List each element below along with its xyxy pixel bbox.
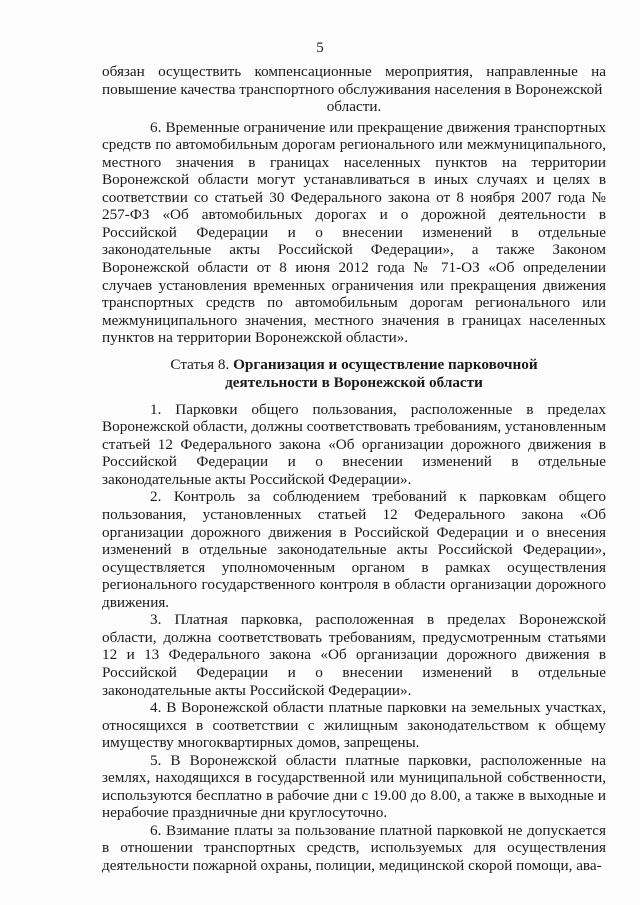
article-title-line-2: деятельности в Воронежской области <box>225 374 483 392</box>
page-number: 5 <box>316 40 324 56</box>
paragraph-item-6: 6. Взимание платы за пользование платной парковкой не допускается в отношении транспортных средств, используемых для осуществления деятельности пожарной охраны, полиции, медицинской скорой помощи, ава- <box>102 821 606 874</box>
intro-tail: области. <box>326 98 382 116</box>
article-number: Статья 8. <box>170 355 230 373</box>
article-title-line-1: Организация и осуществление парковочной <box>233 355 538 373</box>
paragraph-item-5: 5. В Воронежской области платные парковки, расположенные на землях, находящихся в государственной или муниципальной собственности, используются бесплатно в рабочие дни с 19.00 до 8.00, а также в выходные и нерабочие праздничные дни круглосуточно. <box>102 751 606 822</box>
paragraph-item-1: 1. Парковки общего пользования, расположенные в пределах Воронежской области, должны соответствовать требованиям, установленным статьей 12 Федерального закона «Об организации дорожного движения в Российской Федерации и о внесении изменений в отдельные законодательные акты Российской Федерации». <box>102 400 606 488</box>
article-heading <box>102 356 606 393</box>
paragraph-item-3: 3. Платная парковка, расположенная в пределах Воронежской области, должна соответствовать требованиям, предусмотренным статьями 12 и 13 Федерального закона «Об организации дорожного движения в Российской Федерации и о внесении изменений в отдельные законодательные акты Российской Федерации». <box>102 611 606 699</box>
intro-continuation: обязан осуществить компенсационные мероприятия, направленные на повышение качества транспортного обслуживания населения в Воронежской <box>102 63 606 98</box>
paragraph-item-6-previous: 6. Временные ограничение или прекращение движения транспортных средств по автомобильным дорогам регионального или межмуниципального, местного значения в границах населенных пунктов на территории Воронежской области могут устанавливаться в иных случаях и целях в соответствии со статьей 30 Федерального закона от 8 ноября 2007 года № 257-ФЗ «Об автомобильных дорогах и о дорожной деятельности в Российской Федерации и о внесении изменений в отдельные законодательные акты Российской Федерации», а также Законом Воронежской области от 8 июня 2012 года № 71-ОЗ «Об определении случаев установления временных ограничения или прекращения движения транспортных средств по автомобильным дорогам регионального или межмуниципального значения, местного значения в границах населенных пунктов на территории Воронежской области». <box>102 118 606 347</box>
paragraph-item-2: 2. Контроль за соблюдением требований к парковкам общего пользования, установленных статьей 12 Федерального закона «Об организации дорожного движения в Российской Федерации и о внесения изменений в отдельные законодательные акты Российской Федерации», осуществляется уполномоченным органом в рамках осуществления регионального государственного контроля в области организации дорожного движения. <box>102 488 606 611</box>
document-body <box>102 63 606 875</box>
paragraph-item-4: 4. В Воронежской области платные парковки на земельных участках, относящихся в соответствии с жилищным законодательством к общему имуществу многоквартирных домов, запрещены. <box>102 699 606 752</box>
